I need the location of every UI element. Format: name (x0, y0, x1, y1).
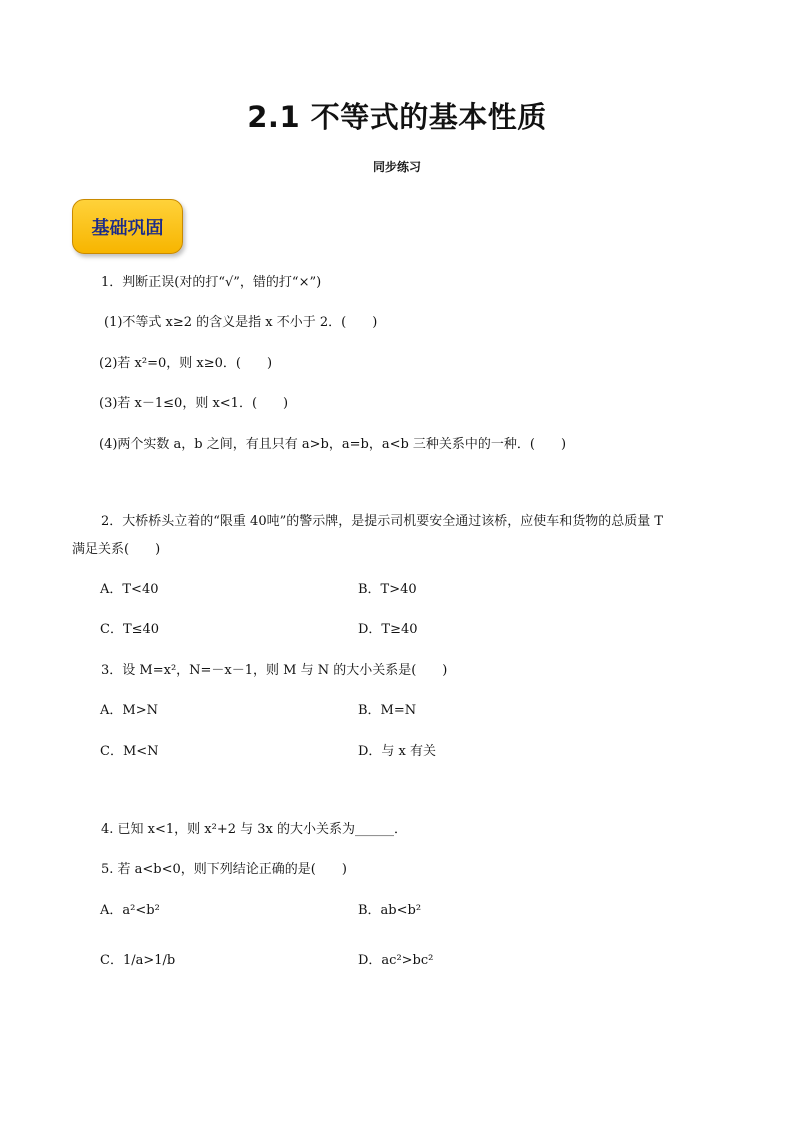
q3-option-a: A．M>N (100, 703, 158, 718)
page-subtitle: 同步练习 (372, 160, 421, 174)
q4-stem: 4. 已知 x<1，则 x²+2 与 3x 的大小关系为______． (101, 822, 408, 837)
q1-stem: 1．判断正误(对的打“√”，错的打“×”) (101, 275, 322, 290)
q5-stem: 5. 若 a<b<0，则下列结论正确的是( ) (101, 862, 347, 877)
q3-stem: 3．设 M=x²，N=－x－1，则 M 与 N 的大小关系是( ) (101, 663, 448, 678)
q5-option-a: A．a²<b² (100, 903, 160, 918)
q5-option-b: B．ab<b² (358, 903, 422, 918)
q5-option-d: D．ac²>bc² (358, 953, 434, 968)
section-badge (72, 199, 183, 254)
q1-item-3: (3)若 x－1≤0，则 x<1．( ) (99, 396, 289, 411)
q2-stem-line1: 2．大桥桥头立着的“限重 40吨”的警示牌，是提示司机要安全通过该桥，应使车和货物的总质量 T (101, 514, 664, 529)
q3-option-b: B．M=N (358, 703, 417, 718)
page-title: 2.1 不等式的基本性质 (247, 100, 547, 134)
q1-item-2: (2)若 x²=0，则 x≥0．( ) (99, 356, 273, 371)
q2-stem-line2: 满足关系( ) (72, 542, 161, 557)
q5-option-c: C．1/a>1/b (100, 953, 176, 968)
q2-option-a: A．T<40 (100, 582, 159, 597)
q3-option-c: C．M<N (100, 744, 159, 759)
q2-option-c: C．T≤40 (100, 622, 160, 637)
q2-option-b: B．T>40 (358, 582, 417, 597)
q1-item-1: (1)不等式 x≥2 的含义是指 x 不小于 2．( ) (104, 315, 378, 330)
q1-item-4: (4)两个实数 a，b 之间，有且只有 a>b，a=b，a<b 三种关系中的一种．( ) (99, 437, 567, 452)
q2-option-d: D．T≥40 (358, 622, 418, 637)
section-badge-label: 基础巩固 (91, 217, 164, 239)
q3-option-d: D．与 x 有关 (358, 744, 437, 759)
